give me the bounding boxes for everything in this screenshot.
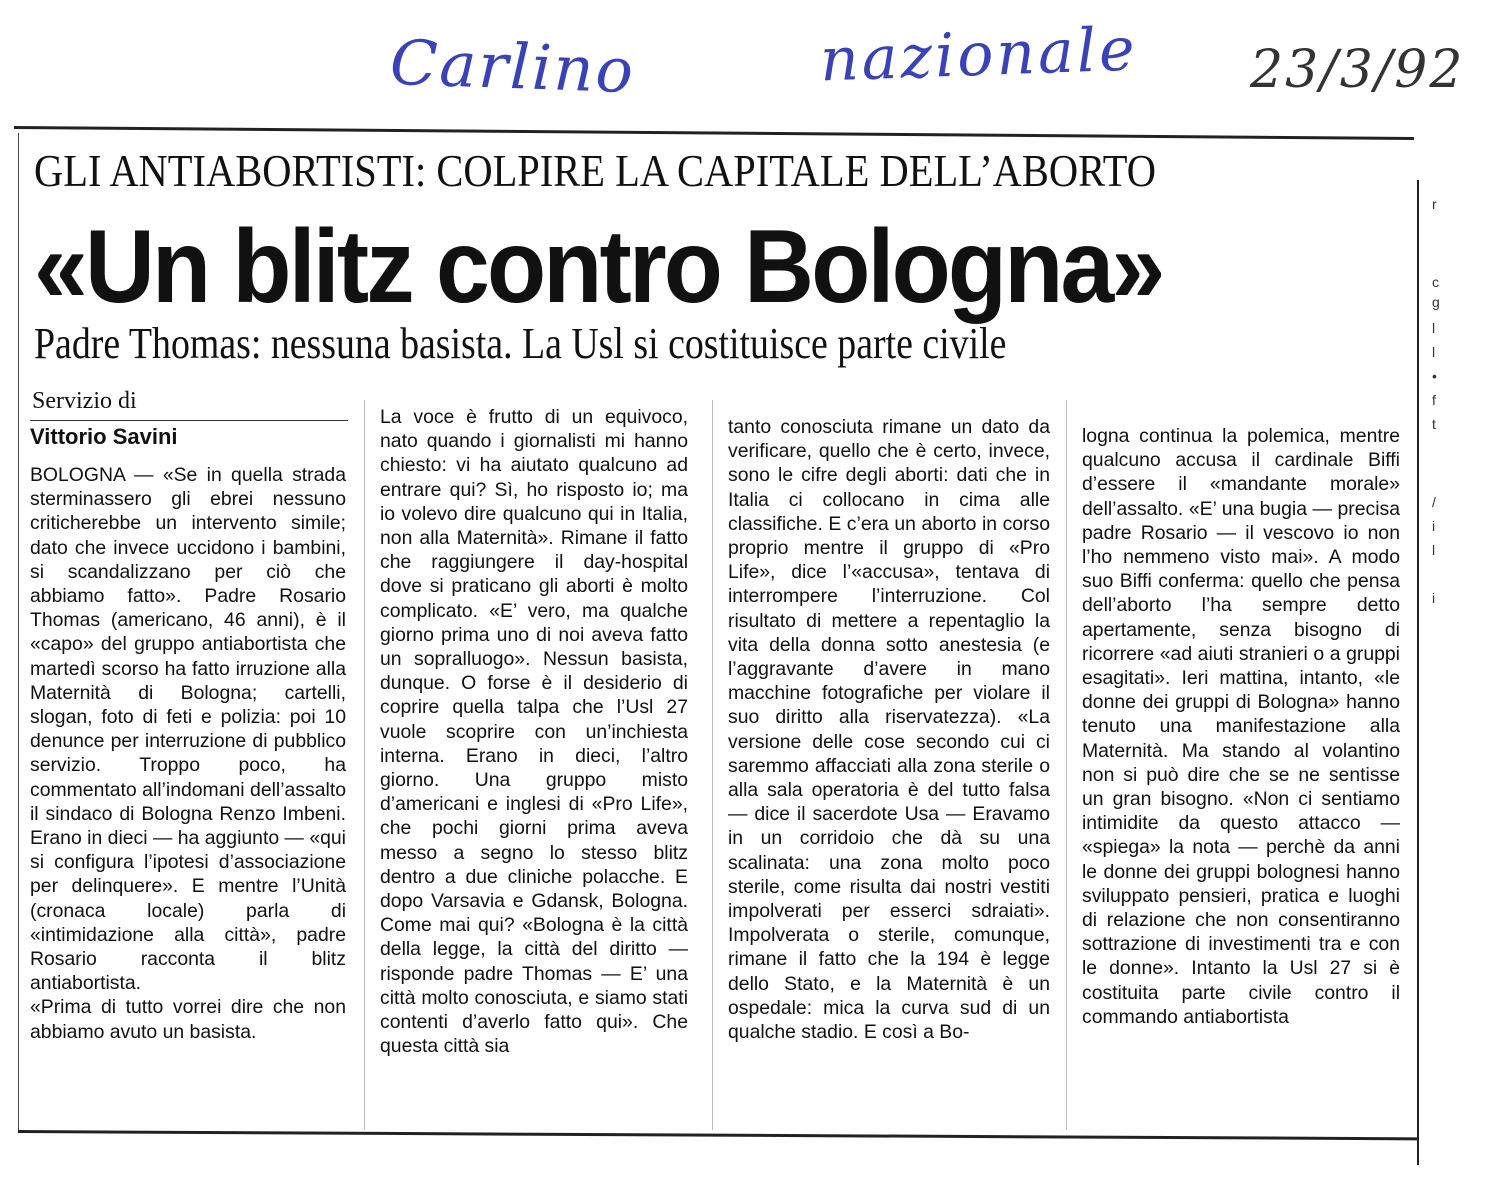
margin-fragment: l [1432,344,1436,360]
right-border-rule [1417,180,1419,1165]
bottom-border-rule [18,1130,1418,1140]
margin-fragment: l [1432,542,1436,558]
margin-fragment: / [1432,494,1436,510]
column-divider [364,400,365,1130]
margin-fragment: f [1432,392,1436,408]
byline-intro: Servizio di [32,388,137,414]
paragraph: «Prima di tutto vorrei dire che non abbiamo avuto un basista. [30,996,346,1043]
column-divider [1066,400,1067,1130]
handwritten-edition: nazionale [818,14,1139,96]
paragraph: logna continua la polemica, mentre qualcuno accusa il cardinale Biffi d’essere il «mandante morale» dell’assalto. «E’ una bugia — precisa padre Rosario — il vescovo io non l’ho nemmeno visto mai». A modo suo Biffi conferma: quello che pensa dell’aborto l’ha sempre detto apertamente, senza bisogno di ricorrere «ad aiuti stranieri o a gruppi esagitati». Ieri mattina, intanto, «le donne dei gruppi di Bologna» hanno tenuto una manifestazione alla Maternità. Ma stando al volantino non si può dire che se ne sentisse un gran bisogno. «Non ci sentiamo intimidite da questo attacco — «spiega» la nota — perchè da anni le donne dei gruppi bolognesi hanno sviluppato pensieri, pratica e luoghi di relazione che non consentiranno sottrazione di investimenti tra e con le donne». Intanto la Usl 27 si è costituita parte civile contro il commando antiabortista [1082,425,1400,1028]
article-kicker: GLI ANTIABORTISTI: COLPIRE LA CAPITALE DELL’ABORTO [34,145,1156,196]
article-column-1 [30,463,346,1044]
handwritten-date: 23/3/92 [1250,40,1465,100]
margin-fragment: t [1432,416,1436,432]
paragraph: La voce è frutto di un equivoco, nato quando i giornalisti mi hanno chiesto: vi ha aiutato qualcuno ad entrare qui? Sì, ho risposto io; ma io volevo dire qualcuno qui in Italia, non alla Maternità». Rimane il fatto che raggiungere il day-hospital dove si praticano gli aborti è molto complicato. «E’ vero, ma qualche giorno prima uno di noi aveva fatto un sopralluogo». Nessun basista, dunque. O forse è il desiderio di coprire quella talpa che l’Usl 27 vuole scoprire con un’inchiesta interna. Erano in dieci, l’altro giorno. Una gruppo misto d’americani e inglesi di «Pro Life», che pochi giorni prima aveva messo a segno lo stesso blitz dentro a due cliniche polacche. E dopo Varsavia e Gdansk, Bologna. Come mai qui? «Bologna è la città della legge, la città del diritto — risponde padre Thomas — E’ una città molto conosciuta, e siamo stati contenti d’averlo fatto qui». Che questa città sia [380,406,688,1058]
byline-author: Vittorio Savini [30,424,178,449]
paragraph: BOLOGNA — «Se in quella strada sterminassero gli ebrei nessuno criticherebbe un intervento simile; dato che invece uccidono i bambini, si scandalizzano per ciò che abbiamo fatto». Padre Rosario Thomas (americano, 46 anni), è il «capo» del gruppo antiabortista che martedì scorso ha fatto irruzione alla Maternità di Bologna; cartelli, slogan, foto di feti e polizia: poi 10 denunce per interruzione di pubblico servizio. Troppo poco, ha commentato all’indomani dell’assalto il sindaco di Bologna Renzo Imbeni. Erano in dieci — ha aggiunto — «qui si configura l’ipotesi d’associazione per delinquere». E mentre l’Unità (cronaca locale) parla di «intimidazione alla città», padre Rosario racconta il blitz antiabortista. [30,464,346,995]
column-divider [712,400,713,1130]
top-border-rule [14,126,1414,140]
paragraph: tanto conosciuta rimane un dato da verificare, quello che è certo, invece, sono le cifre degli aborti: dati che in Italia ci collocano in cima alle classifiche. E c’era un aborto in corso proprio mentre il gruppo di «Pro Life», dice l’«accusa», tentava di interrompere l’interruzione. Col risultato di mettere a repentaglio la vita della donna sotto anestesia (e l’aggravante d’avere in mano macchine fotografiche per violare il suo diritto alla riservatezza). «La versione delle cose secondo cui ci saremmo affacciati alla zona sterile o alla sala operatoria è del tutto falsa — dice il sacerdote Usa — Eravamo in un corridoio che dà su una scalinata: una zona molto poco sterile, come risulta dai nostri vestiti impolverati per esserci sdraiati». Impolverata o sterile, comunque, rimane il fatto che la 194 è legge dello Stato, e la Maternità è un ospedale: mica la curva sud di un qualche stadio. E così a Bo- [728,416,1050,1044]
article-headline: «Un blitz contro Bologna» [34,209,1163,325]
margin-fragment: l [1432,320,1436,336]
article-column-4 [1082,424,1400,1029]
margin-fragment: g [1432,294,1440,310]
margin-fragment: c [1432,274,1439,290]
byline-divider [30,420,348,421]
article-subheadline: Padre Thomas: nessuna basista. La Usl si costituisce parte civile [34,319,1007,368]
margin-fragment: i [1432,590,1436,606]
margin-fragment: r [1432,196,1437,212]
margin-fragment: i [1432,518,1436,534]
article-column-2 [380,405,688,1058]
left-border-rule [18,133,19,1133]
handwritten-paper-name: Carlino [388,25,637,108]
margin-fragment: • [1432,368,1437,384]
article-column-3 [728,415,1050,1044]
